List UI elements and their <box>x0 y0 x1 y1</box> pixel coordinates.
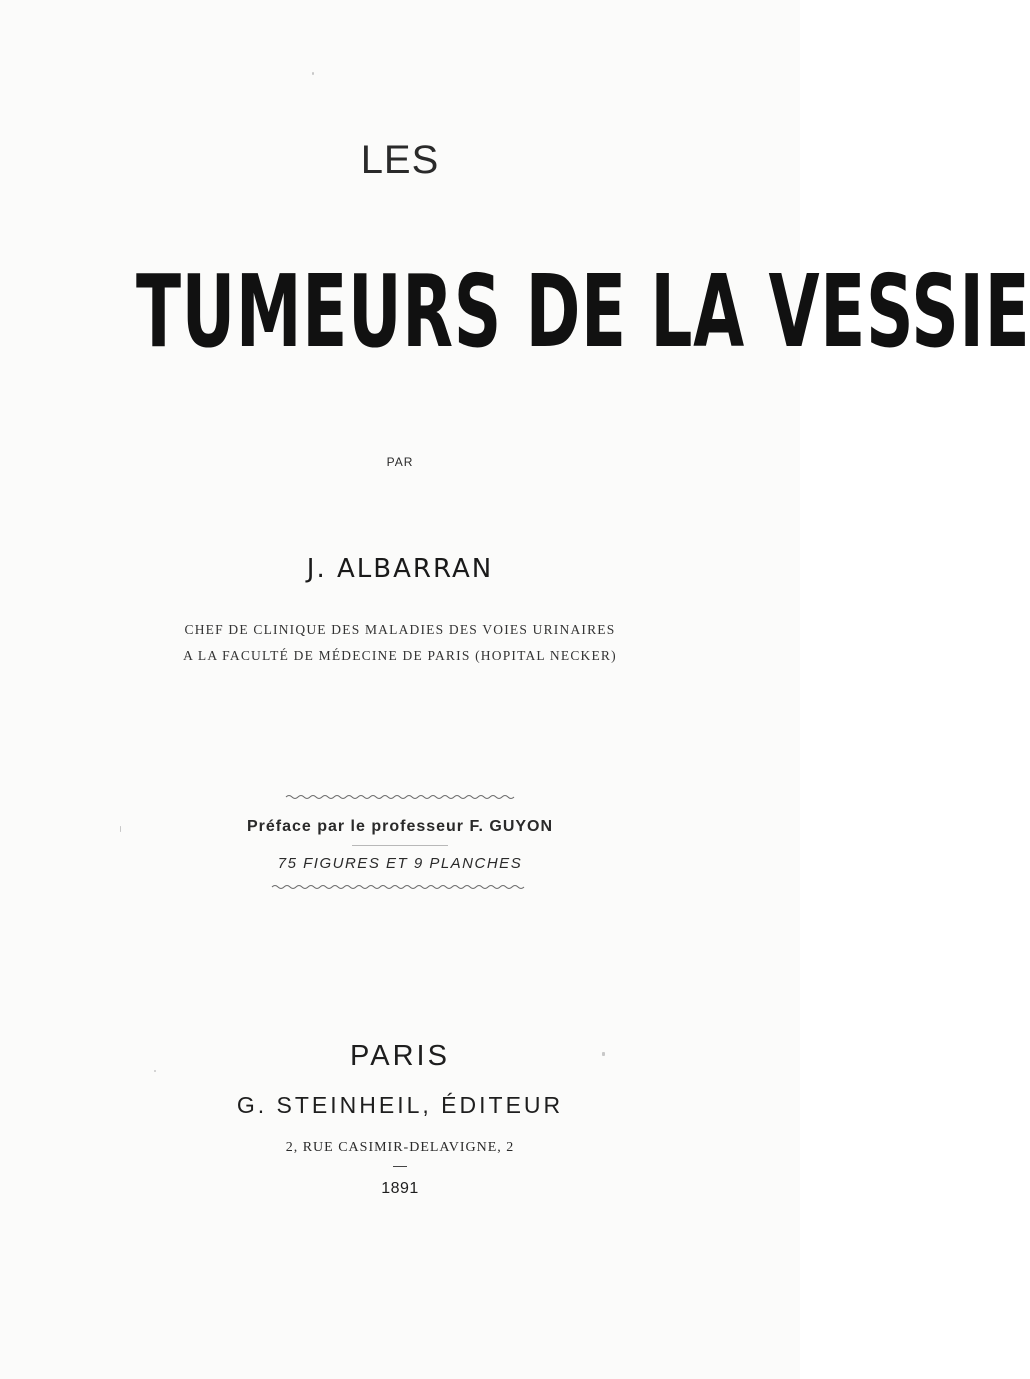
publication-year: 1891 <box>381 1180 419 1197</box>
by-label: PAR <box>386 455 414 469</box>
publisher-address: 2, RUE CASIMIR-DELAVIGNE, 2 <box>285 1140 515 1155</box>
wavy-rule-bottom <box>0 882 800 892</box>
year-dash <box>393 1166 407 1167</box>
short-rule <box>352 845 448 846</box>
paper-speck <box>120 826 121 832</box>
title-article: LES <box>360 138 440 182</box>
paper-speck <box>154 1070 156 1072</box>
figures-count: 75 FIGURES ET 9 PLANCHES <box>277 855 523 872</box>
preface-line: Préface par le professeur F. GUYON <box>246 818 554 835</box>
publisher-name: G. STEINHEIL, ÉDITEUR <box>236 1092 564 1118</box>
author-affiliation-line-1: CHEF DE CLINIQUE DES MALADIES DES VOIES URINAIRES <box>184 622 616 637</box>
paper-speck <box>312 72 314 75</box>
publication-city: PARIS <box>350 1040 450 1072</box>
paper-speck <box>602 1052 605 1056</box>
author-name: J. ALBARRAN <box>306 554 494 584</box>
wavy-rule-top <box>0 792 800 802</box>
author-affiliation-line-2: A LA FACULTÉ DE MÉDECINE DE PARIS (HOPITAL NECKER) <box>183 648 617 663</box>
main-title: TUMEURS DE LA VESSIE <box>136 253 1030 370</box>
